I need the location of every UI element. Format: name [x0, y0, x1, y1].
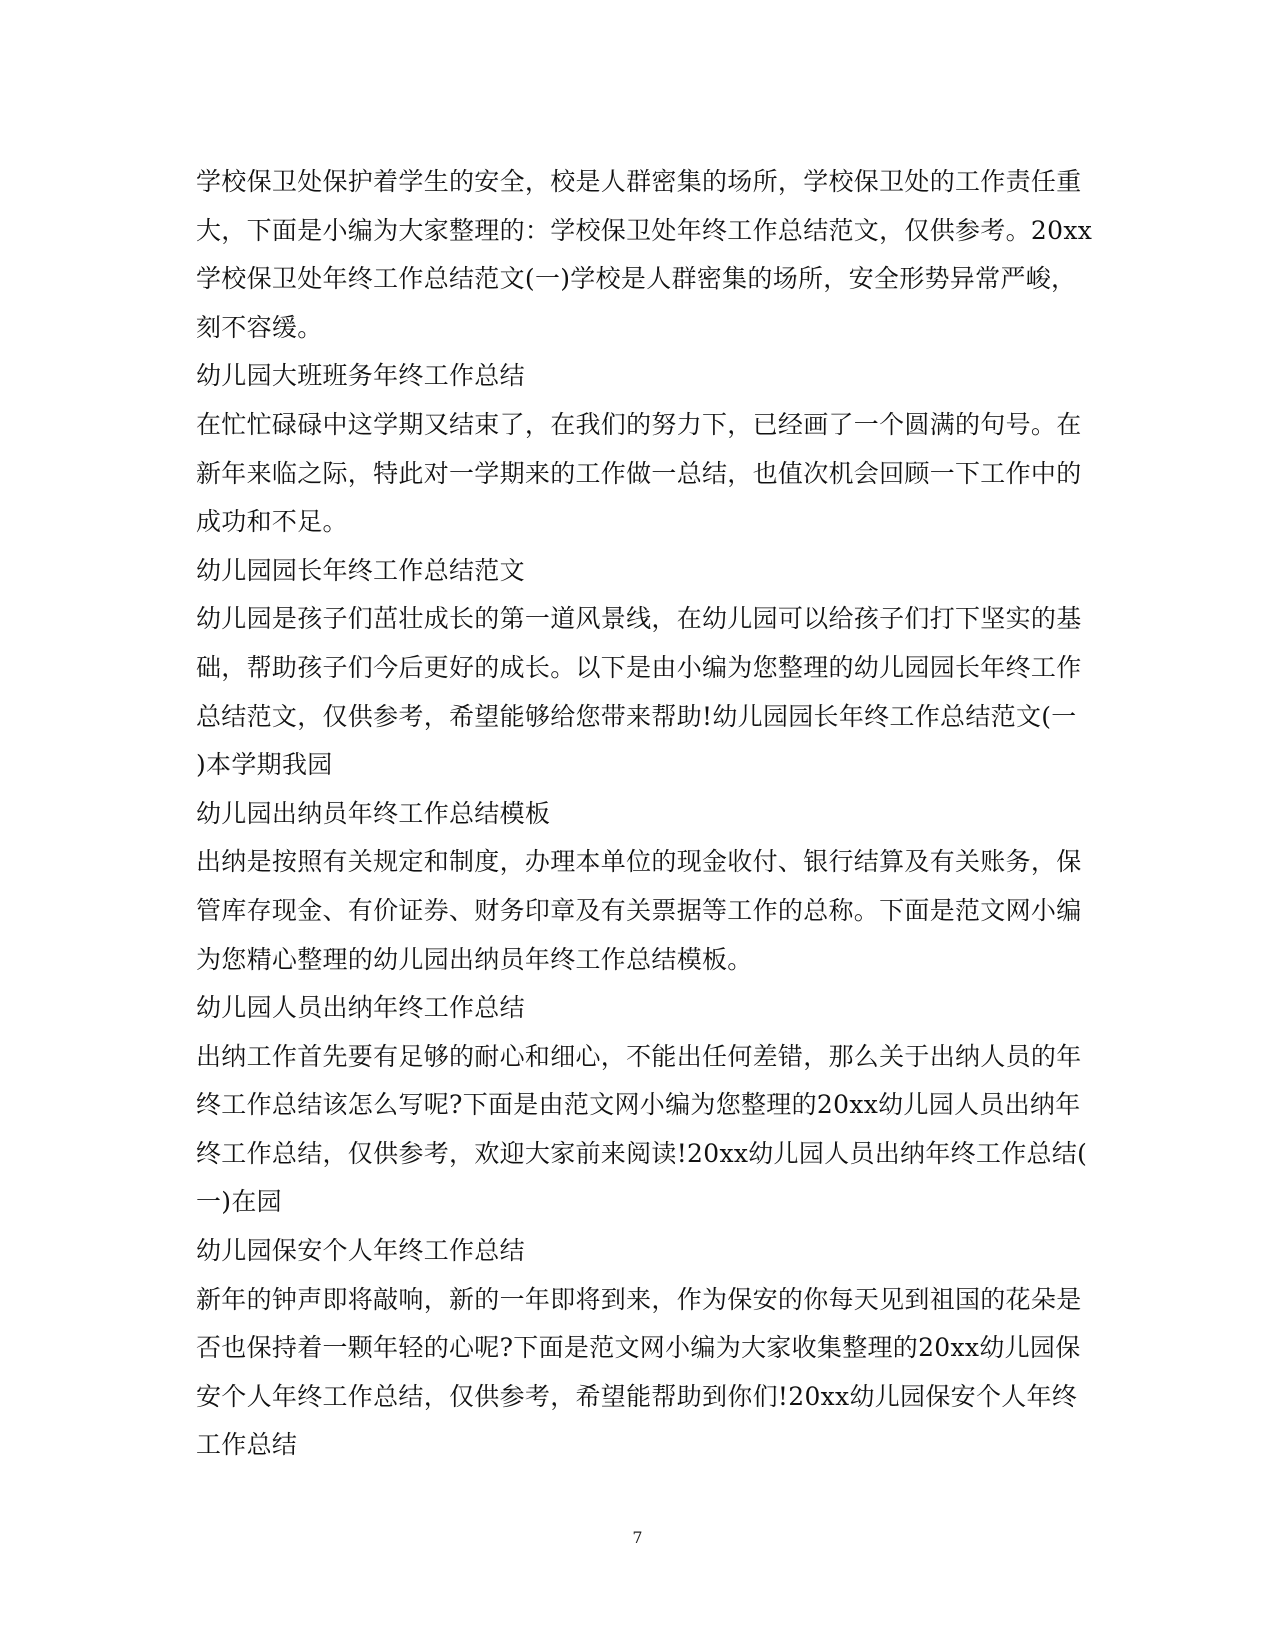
text-line: 础，帮助孩子们今后更好的成长。以下是由小编为您整理的幼儿园园长年终工作	[196, 652, 1082, 682]
text-line: 新年来临之际，特此对一学期来的工作做一总结，也值次机会回顾一下工作中的	[196, 458, 1082, 488]
text-line: 幼儿园是孩子们茁壮成长的第一道风景线，在幼儿园可以给孩子们打下坚实的基	[196, 604, 1082, 634]
text-line: 安个人年终工作总结，仅供参考，希望能帮助到你们!20xx幼儿园保安个人年终	[196, 1381, 1078, 1411]
document-body	[196, 158, 1093, 1470]
text-line: 工作总结	[196, 1430, 298, 1460]
text-line: 出纳工作首先要有足够的耐心和细心，不能出任何差错，那么关于出纳人员的年	[196, 1041, 1082, 1071]
section-heading: 幼儿园园长年终工作总结范文	[196, 555, 525, 585]
text-line: 管库存现金、有价证券、财务印章及有关票据等工作的总称。下面是范文网小编	[196, 895, 1082, 925]
text-line: 出纳是按照有关规定和制度，办理本单位的现金收付、银行结算及有关账务，保	[196, 847, 1082, 877]
text-line: 一)在园	[196, 1187, 282, 1217]
text-line: 否也保持着一颗年轻的心呢?下面是范文网小编为大家收集整理的20xx幼儿园保	[196, 1333, 1081, 1363]
page-number: 7	[632, 1528, 643, 1547]
section-heading: 幼儿园出纳员年终工作总结模板	[196, 798, 551, 828]
text-line: 在忙忙碌碌中这学期又结束了，在我们的努力下，已经画了一个圆满的句号。在	[196, 409, 1082, 439]
text-line: 为您精心整理的幼儿园出纳员年终工作总结模板。	[196, 944, 753, 974]
section-heading: 幼儿园保安个人年终工作总结	[196, 1236, 525, 1266]
section-heading: 幼儿园大班班务年终工作总结	[196, 361, 525, 391]
text-line: 总结范文，仅供参考，希望能够给您带来帮助!幼儿园园长年终工作总结范文(一	[196, 701, 1077, 731]
text-line: )本学期我园	[196, 750, 333, 780]
text-line: 终工作总结该怎么写呢?下面是由范文网小编为您整理的20xx幼儿园人员出纳年	[196, 1090, 1081, 1120]
text-line: 终工作总结，仅供参考，欢迎大家前来阅读!20xx幼儿园人员出纳年终工作总结(	[196, 1138, 1088, 1168]
text-line: 刻不容缓。	[196, 312, 323, 342]
text-line: 成功和不足。	[196, 507, 348, 537]
text-line: 新年的钟声即将敲响，新的一年即将到来，作为保安的你每天见到祖国的花朵是	[196, 1284, 1082, 1314]
text-line: 学校保卫处保护着学生的安全，校是人群密集的场所，学校保卫处的工作责任重	[196, 167, 1082, 196]
text-line: 大，下面是小编为大家整理的：学校保卫处年终工作总结范文，仅供参考。20xx	[196, 215, 1093, 245]
section-heading: 幼儿园人员出纳年终工作总结	[196, 993, 525, 1023]
text-line: 学校保卫处年终工作总结范文(一)学校是人群密集的场所，安全形势异常严峻，	[196, 264, 1077, 294]
